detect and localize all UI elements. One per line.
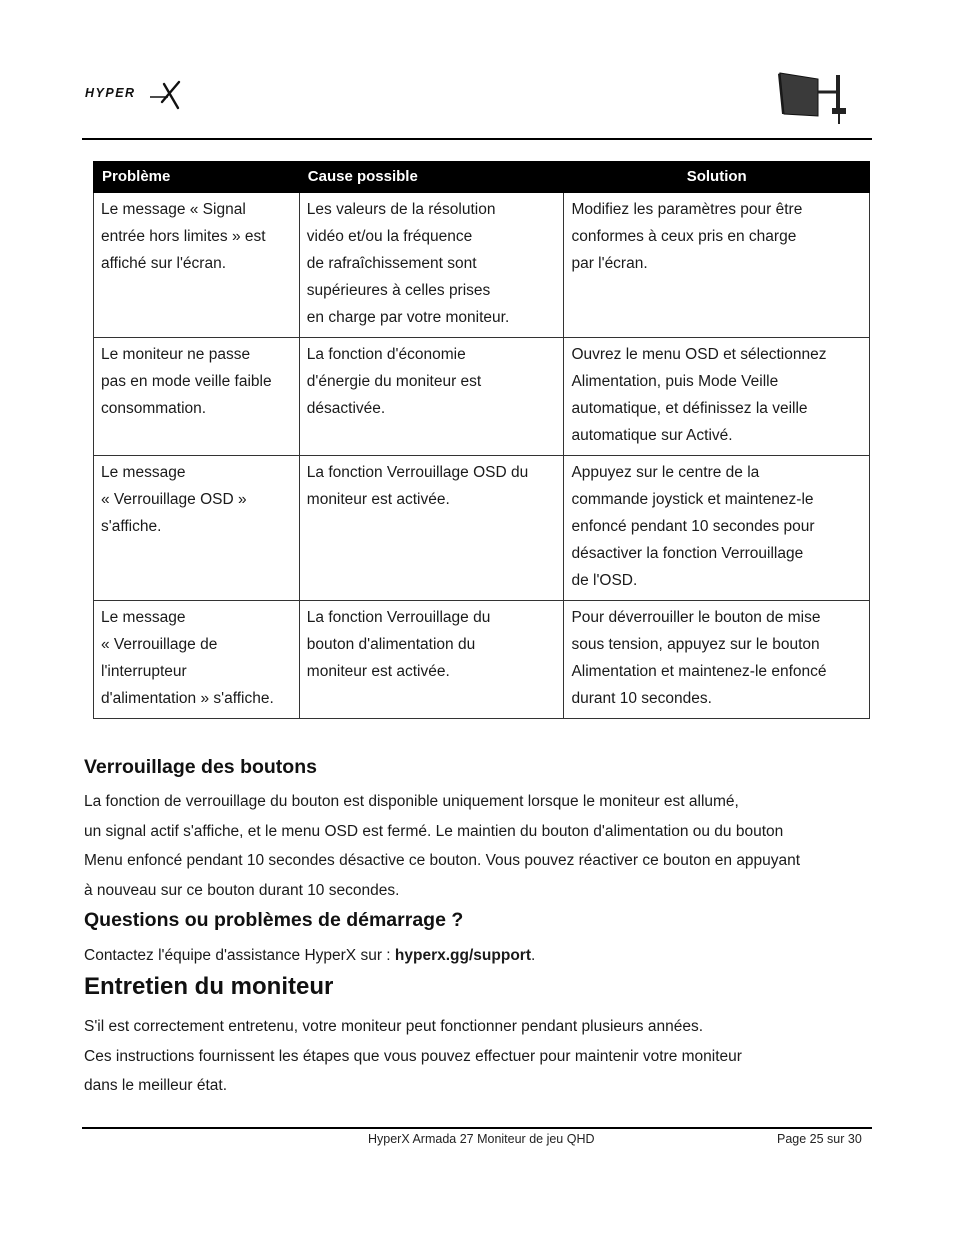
cell-text: consommation. [101,400,207,417]
cell-text: moniteur est activée. [306,491,450,508]
cell-text: Le moniteur ne passe [101,346,251,363]
problem-cell [94,601,300,719]
cell-text: supérieures à celles prises [306,282,491,299]
paragraph-line: S'il est correctement entretenu, votre moniteur peut fonctionner pendant plusieurs années. [84,1018,704,1035]
problem-cell [94,338,300,456]
cell-text: Alimentation et maintenez-le enfoncé [571,663,827,680]
table-header-row [94,162,870,193]
cell-text: s'affiche. [101,518,162,535]
paragraph-line: à nouveau sur ce bouton durant 10 secondes. [84,881,400,899]
paragraph-line: Menu enfoncé pendant 10 secondes désactive ce bouton. Vous pouvez réactiver ce bouton en appuyant [84,852,801,869]
column-header-problem: Problème [94,162,300,193]
table-row [94,601,870,719]
cell-text: Ouvrez le menu OSD et sélectionnez [571,346,827,363]
table-row [94,338,870,456]
table-row [94,456,870,601]
cell-text: La fonction Verrouillage OSD du [306,464,529,481]
cause-cell [299,456,564,601]
cell-text: Appuyez sur le centre de la [571,464,760,481]
hyperx-logo [84,80,182,114]
cause-cell [299,338,564,456]
problem-cell [94,193,300,338]
solution-cell [564,193,870,338]
cell-text: conformes à ceux pris en charge [571,228,797,245]
solution-cell [564,338,870,456]
button-lock-paragraph [84,787,884,905]
paragraph-line: La fonction de verrouillage du bouton est disponible uniquement lorsque le moniteur est allumé, [84,793,739,810]
paragraph-line: dans le meilleur état. [84,1077,228,1094]
cell-text: d'alimentation » s'affiche. [101,690,274,707]
cell-text: Le message [101,464,186,481]
cell-text: de l'OSD. [571,572,638,589]
cause-cell [299,193,564,338]
footer-rule [82,1127,872,1129]
solution-cell [564,456,870,601]
cell-text: La fonction d'économie [306,346,466,363]
cell-text: de rafraîchissement sont [306,255,477,272]
cell-text: La fonction Verrouillage du [306,609,491,626]
cell-text: Le message [101,609,186,626]
cell-text: enfoncé pendant 10 secondes pour [571,518,815,535]
footer-document-title: HyperX Armada 27 Moniteur de jeu QHD [368,1132,595,1146]
section-heading-questions: Questions ou problèmes de démarrage ? [84,909,464,931]
cell-text: moniteur est activée. [306,663,450,680]
cell-text: automatique sur Activé. [571,427,733,444]
support-paragraph [84,941,884,971]
cell-text: vidéo et/ou la fréquence [306,228,473,245]
cell-text: l'interrupteur [101,663,187,680]
cause-cell [299,601,564,719]
cell-text: automatique, et définissez la veille [571,400,808,417]
problem-cell [94,456,300,601]
section-heading-button-lock: Verrouillage des boutons [84,756,317,778]
cell-text: entrée hors limites » est [101,228,266,245]
footer-page-number: Page 25 sur 30 [777,1132,862,1146]
maintenance-paragraph [84,1012,884,1101]
cell-text: pas en mode veille faible [101,373,272,390]
cell-text: désactiver la fonction Verrouillage [571,545,804,562]
table-row [94,193,870,338]
cell-text: d'énergie du moniteur est [306,373,482,390]
cell-text: « Verrouillage OSD » [101,491,247,508]
cell-text: par l'écran. [571,255,648,272]
cell-text: désactivée. [306,400,386,417]
cell-text: Pour déverrouiller le bouton de mise [571,609,821,626]
header-rule [82,138,872,140]
support-text-end: . [531,947,536,964]
cell-text: en charge par votre moniteur. [306,309,510,326]
cell-text: « Verrouillage de [101,636,218,653]
troubleshooting-table [93,161,870,719]
cell-text: Alimentation, puis Mode Veille [571,373,779,390]
solution-cell [564,601,870,719]
support-text: Contactez l'équipe d'assistance HyperX sur : [84,947,395,964]
section-heading-maintenance: Entretien du moniteur [84,973,334,1000]
cell-text: affiché sur l'écran. [101,255,227,272]
cell-text: sous tension, appuyez sur le bouton [571,636,820,653]
cell-text: durant 10 secondes. [571,690,712,707]
monitor-arm-icon [778,70,854,126]
column-header-solution: Solution [564,162,870,193]
cell-text: Les valeurs de la résolution [306,201,496,218]
cell-text: Modifiez les paramètres pour être [571,201,803,218]
column-header-cause: Cause possible [299,162,564,193]
paragraph-line: un signal actif s'affiche, et le menu OSD est fermé. Le maintien du bouton d'alimentation ou du bouton [84,822,784,840]
cell-text: bouton d'alimentation du [306,636,476,653]
support-link[interactable]: hyperx.gg/support [394,947,531,964]
paragraph-line: Ces instructions fournissent les étapes que vous pouvez effectuer pour maintenir votre moniteur [84,1047,742,1065]
cell-text: commande joystick et maintenez-le [571,491,814,508]
cell-text: Le message « Signal [101,201,246,218]
svg-text:HYPER: HYPER [85,86,136,100]
